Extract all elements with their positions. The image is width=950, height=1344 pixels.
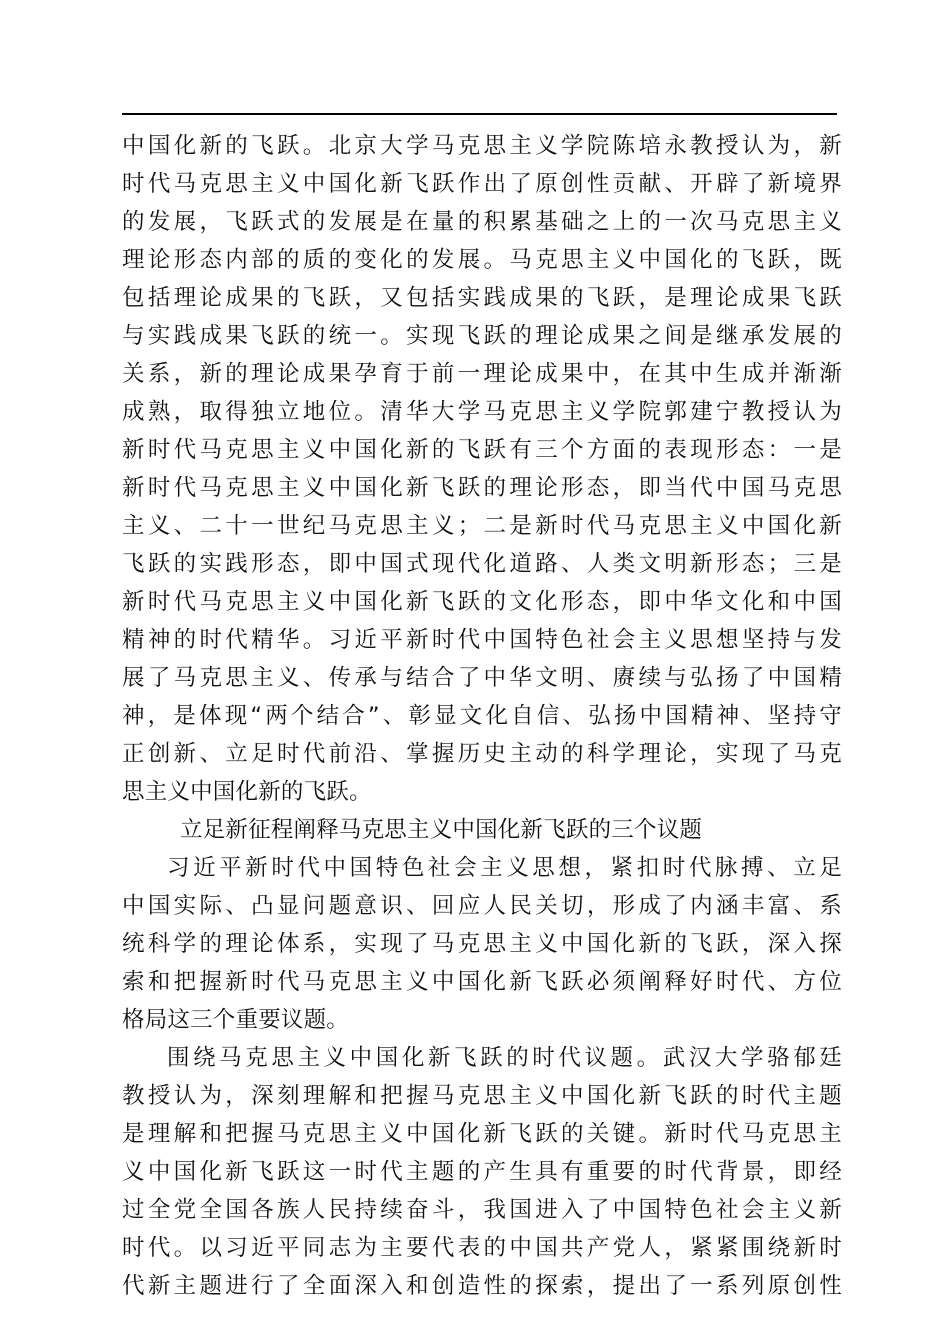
text-line: 新时代马克思主义中国化新飞跃的理论形态，即当代中国马克思 (122, 475, 842, 501)
text-line: 习近平新时代中国特色社会主义思想，紧扣时代脉搏、立足 (167, 855, 842, 881)
text-line: 中国实际、凸显问题意识、回应人民关切，形成了内涵丰富、系 (122, 893, 842, 919)
text-line: 新时代马克思主义中国化新的飞跃有三个方面的表现形态：一是 (122, 437, 842, 463)
paragraph (122, 1039, 842, 1305)
text-line: 义中国化新飞跃这一时代主题的产生具有重要的时代背景，即经 (122, 1159, 842, 1185)
text-line: 包括理论成果的飞跃，又包括实践成果的飞跃，是理论成果飞跃 (122, 285, 842, 311)
text-line: 正创新、立足时代前沿、掌握历史主动的科学理论，实现了马克 (122, 741, 842, 767)
text-line: 关系，新的理论成果孕育于前一理论成果中，在其中生成并渐渐 (122, 361, 842, 387)
text-line: 展了马克思主义、传承与结合了中华文明、赓续与弘扬了中国精 (122, 665, 842, 691)
heading-text: 立足新征程阐释马克思主义中国化新飞跃的三个议题 (180, 817, 703, 843)
text-line: 统科学的理论体系，实现了马克思主义中国化新的飞跃，深入探 (122, 931, 842, 957)
section-heading (122, 811, 842, 849)
text-line: 时代。以习近平同志为主要代表的中国共产党人，紧紧围绕新时 (122, 1235, 842, 1261)
paragraph (122, 849, 842, 1039)
text-line: 新时代马克思主义中国化新飞跃的文化形态，即中华文化和中国 (122, 589, 842, 615)
text-line: 与实践成果飞跃的统一。实现飞跃的理论成果之间是继承发展的 (122, 323, 842, 349)
text-line: 成熟，取得独立地位。清华大学马克思主义学院郭建宁教授认为 (122, 399, 842, 425)
text-line: 神，是体现“两个结合”、彰显文化自信、弘扬中国精神、坚持守 (122, 703, 842, 729)
header-rule (122, 113, 837, 115)
text-line: 的发展，飞跃式的发展是在量的积累基础之上的一次马克思主义 (122, 209, 842, 235)
text-line: 代新主题进行了全面深入和创造性的探索，提出了一系列原创性 (122, 1273, 842, 1299)
text-line: 是理解和把握马克思主义中国化新飞跃的关键。新时代马克思主 (122, 1121, 842, 1147)
paragraph (122, 127, 842, 811)
text-line: 中国化新的飞跃。北京大学马克思主义学院陈培永教授认为，新 (122, 133, 842, 159)
text-line: 教授认为，深刻理解和把握马克思主义中国化新飞跃的时代主题 (122, 1083, 842, 1109)
text-line: 围绕马克思主义中国化新飞跃的时代议题。武汉大学骆郁廷 (167, 1045, 842, 1071)
text-line: 理论形态内部的质的变化的发展。马克思主义中国化的飞跃，既 (122, 247, 842, 273)
text-line: 精神的时代精华。习近平新时代中国特色社会主义思想坚持与发 (122, 627, 842, 653)
document-body (122, 127, 842, 1305)
text-line: 时代马克思主义中国化新飞跃作出了原创性贡献、开辟了新境界 (122, 171, 842, 197)
text-line: 思主义中国化新的飞跃。 (122, 779, 372, 805)
text-line: 格局这三个重要议题。 (122, 1007, 350, 1033)
text-line: 索和把握新时代马克思主义中国化新飞跃必须阐释好时代、方位 (122, 969, 842, 995)
text-line: 主义、二十一世纪马克思主义；二是新时代马克思主义中国化新 (122, 513, 842, 539)
text-line: 飞跃的实践形态，即中国式现代化道路、人类文明新形态；三是 (122, 551, 842, 577)
text-line: 过全党全国各族人民持续奋斗，我国进入了中国特色社会主义新 (122, 1197, 842, 1223)
